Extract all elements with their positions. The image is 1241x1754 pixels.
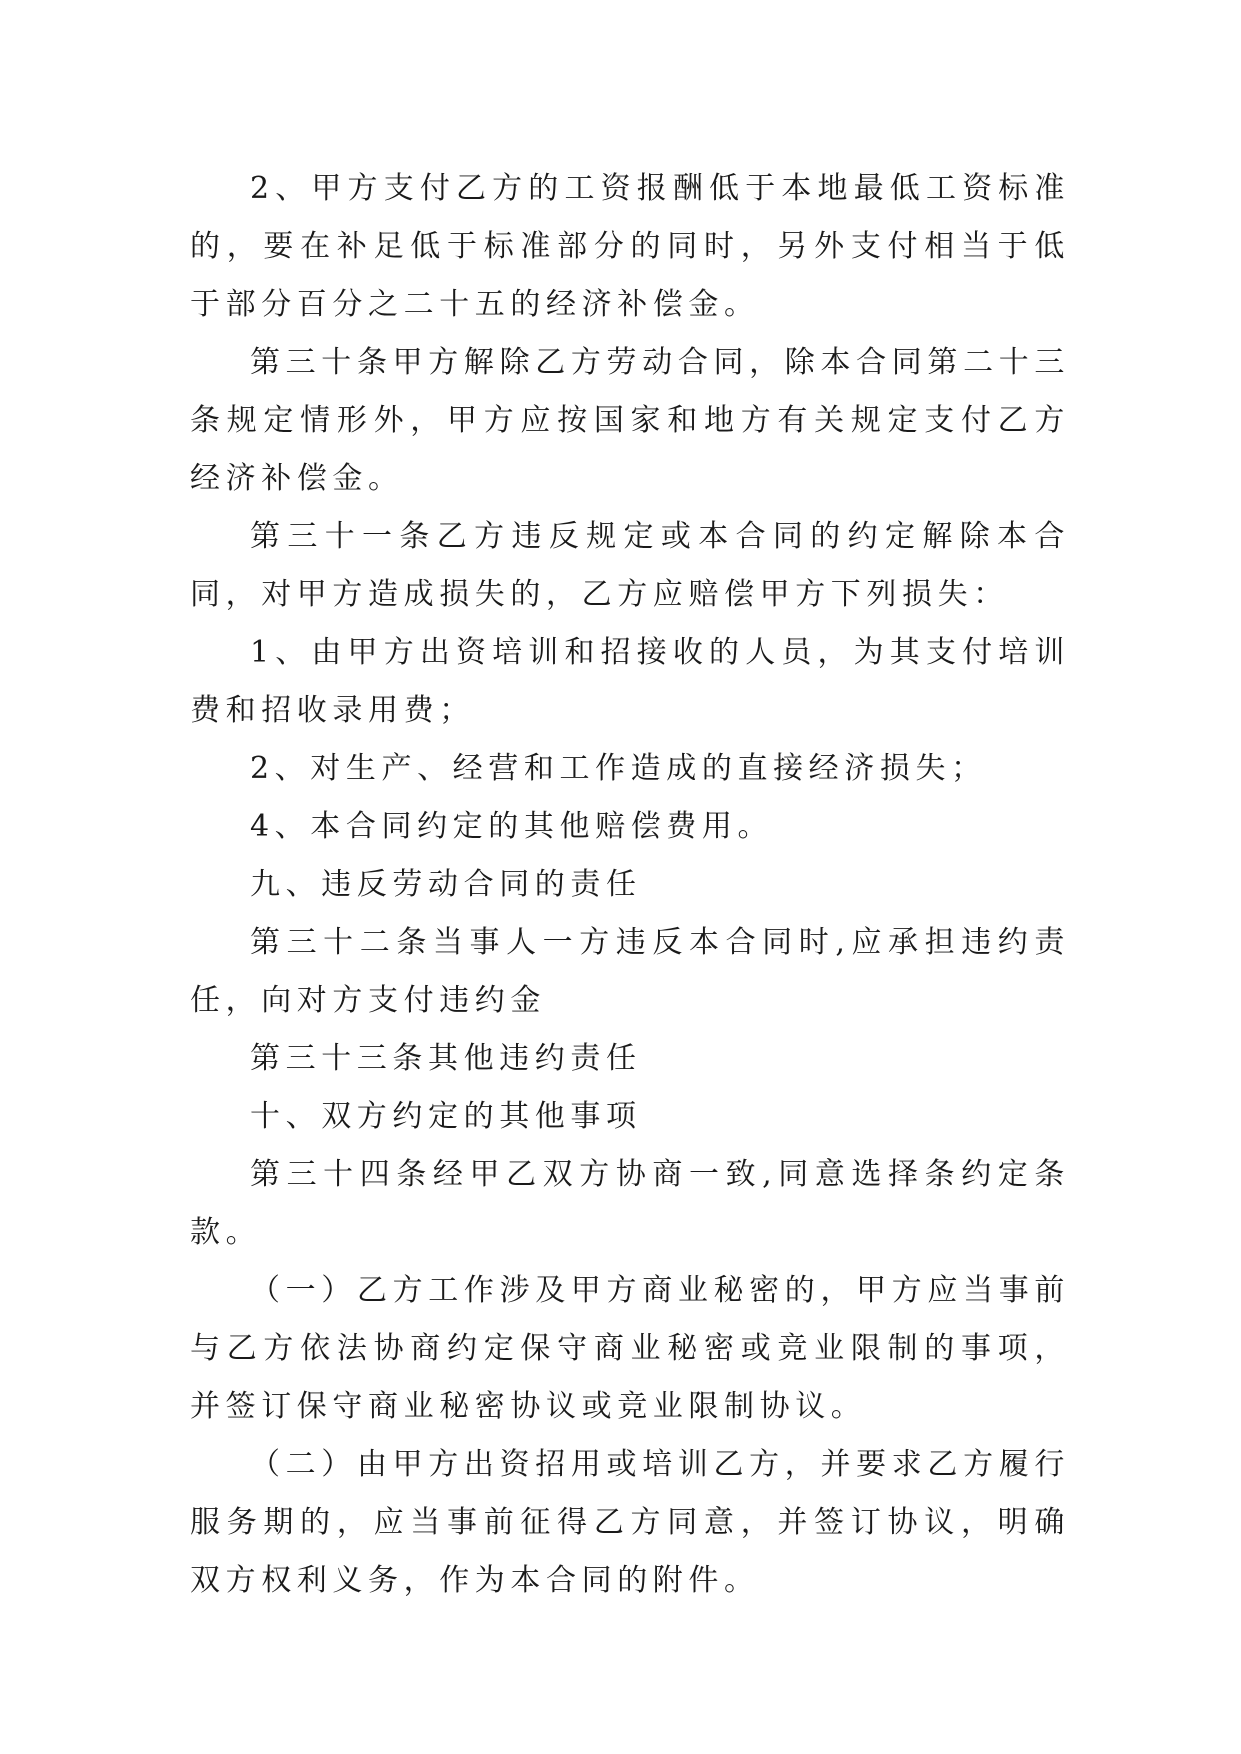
paragraph-wage-compensation: 2、甲方支付乙方的工资报酬低于本地最低工资标准的，要在补足低于标准部分的同时，另外支付相当于低于部分百分之二十五的经济补偿金。 xyxy=(190,171,1070,322)
paragraph-article-32: 第三十二条当事人一方违反本合同时,应承担违约责任，向对方支付违约金 xyxy=(190,925,1070,1018)
section-heading-breach-liability: 九、违反劳动合同的责任 xyxy=(250,867,642,902)
paragraph-article-31: 第三十一条乙方违反规定或本合同的约定解除本合同，对甲方造成损失的，乙方应赔偿甲方下列损失： xyxy=(190,519,1070,612)
paragraph-article-33: 第三十三条其他违约责任 xyxy=(250,1041,642,1076)
paragraph-loss-item-1: 1、由甲方出资培训和招接收的人员，为其支付培训费和招收录用费； xyxy=(190,635,1070,728)
paragraph-article-34: 第三十四条经甲乙双方协商一致,同意选择条约定条款。 xyxy=(190,1157,1070,1250)
section-heading-other-matters: 十、双方约定的其他事项 xyxy=(250,1099,642,1134)
paragraph-loss-item-4: 4、本合同约定的其他赔偿费用。 xyxy=(250,809,774,844)
paragraph-clause-2: （二）由甲方出资招用或培训乙方，并要求乙方履行服务期的，应当事前征得乙方同意，并签订协议，明确双方权利义务，作为本合同的附件。 xyxy=(190,1447,1070,1598)
document-page xyxy=(190,160,1070,1610)
paragraph-article-30: 第三十条甲方解除乙方劳动合同，除本合同第二十三条规定情形外，甲方应按国家和地方有关规定支付乙方经济补偿金。 xyxy=(190,345,1070,496)
paragraph-clause-1: （一）乙方工作涉及甲方商业秘密的，甲方应当事前与乙方依法协商约定保守商业秘密或竞业限制的事项，并签订保守商业秘密协议或竞业限制协议。 xyxy=(190,1273,1070,1424)
paragraph-loss-item-2: 2、对生产、经营和工作造成的直接经济损失； xyxy=(250,751,987,786)
